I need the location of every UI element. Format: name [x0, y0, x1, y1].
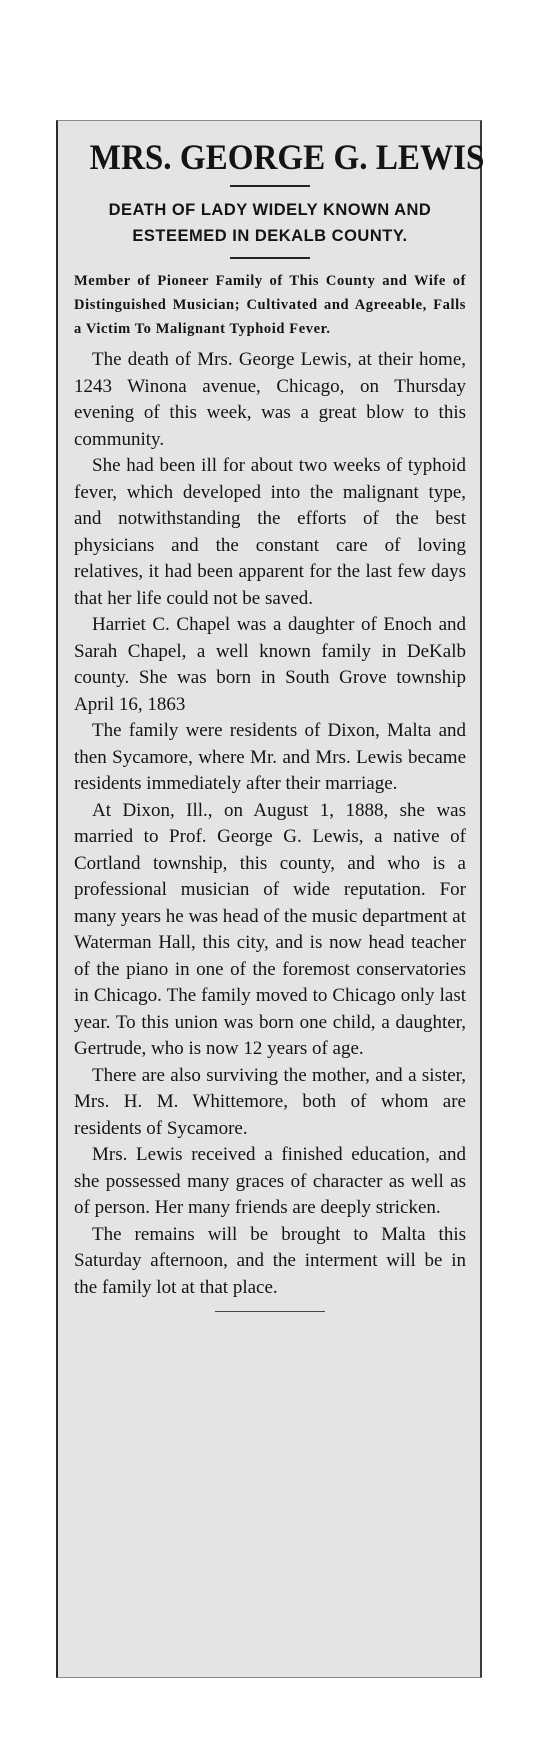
deck: DEATH OF LADY WIDELY KNOWN AND ESTEEMED IN DEKALB COUNTY.	[108, 201, 432, 245]
paragraph: She had been ill for about two weeks of typhoid fever, which developed into the malignant type, and notwithstanding the efforts of the best physicians and the constant care of loving relatives, it had been apparent for the last few days that her life could not be saved.	[74, 455, 466, 609]
deck-rule	[230, 257, 310, 259]
paragraph: Mrs. Lewis received a finished education, and she possessed many graces of character as well as of person. Her many friends are deeply stricken.	[74, 1144, 466, 1218]
end-rule	[215, 1311, 325, 1312]
subdeck: Member of Pioneer Family of This County and Wife of Distinguished Musician; Cultivated and Agreeable, Falls a Victim To Malignant Typhoid Fever.	[74, 273, 466, 337]
paragraph: At Dixon, Ill., on August 1, 1888, she was married to Prof. George G. Lewis, a native of Cortland township, this county, and who is a professional musician of wide reputation. For many years he was head of the music department at Waterman Hall, this city, and is now head teacher of the piano in one of the foremost conservatories in Chicago. The family moved to Chicago only last year. To this union was born one child, a daughter, Gertrude, who is now 12 years of age.	[74, 799, 466, 1059]
paragraph: The remains will be brought to Malta this Saturday afternoon, and the interment will be in the family lot at that place.	[74, 1223, 466, 1298]
article-body	[74, 347, 466, 1301]
headline: MRS. GEORGE G. LEWIS	[89, 137, 485, 177]
paragraph: The death of Mrs. George Lewis, at their home, 1243 Winona avenue, Chicago, on Thursday evening of this week, was a great blow to this community.	[74, 349, 466, 450]
paragraph: Harriet C. Chapel was a daughter of Enoch and Sarah Chapel, a well known family in DeKalb county. She was born in South Grove township April 16, 1863	[74, 614, 466, 715]
paragraph: The family were residents of Dixon, Malta and then Sycamore, where Mr. and Mrs. Lewis became residents immediately after their marriage.	[74, 720, 466, 794]
newspaper-clipping	[56, 120, 485, 1678]
paragraph: There are also surviving the mother, and a sister, Mrs. H. M. Whittemore, both of whom are residents of Sycamore.	[74, 1064, 466, 1139]
headline-rule	[230, 185, 310, 187]
